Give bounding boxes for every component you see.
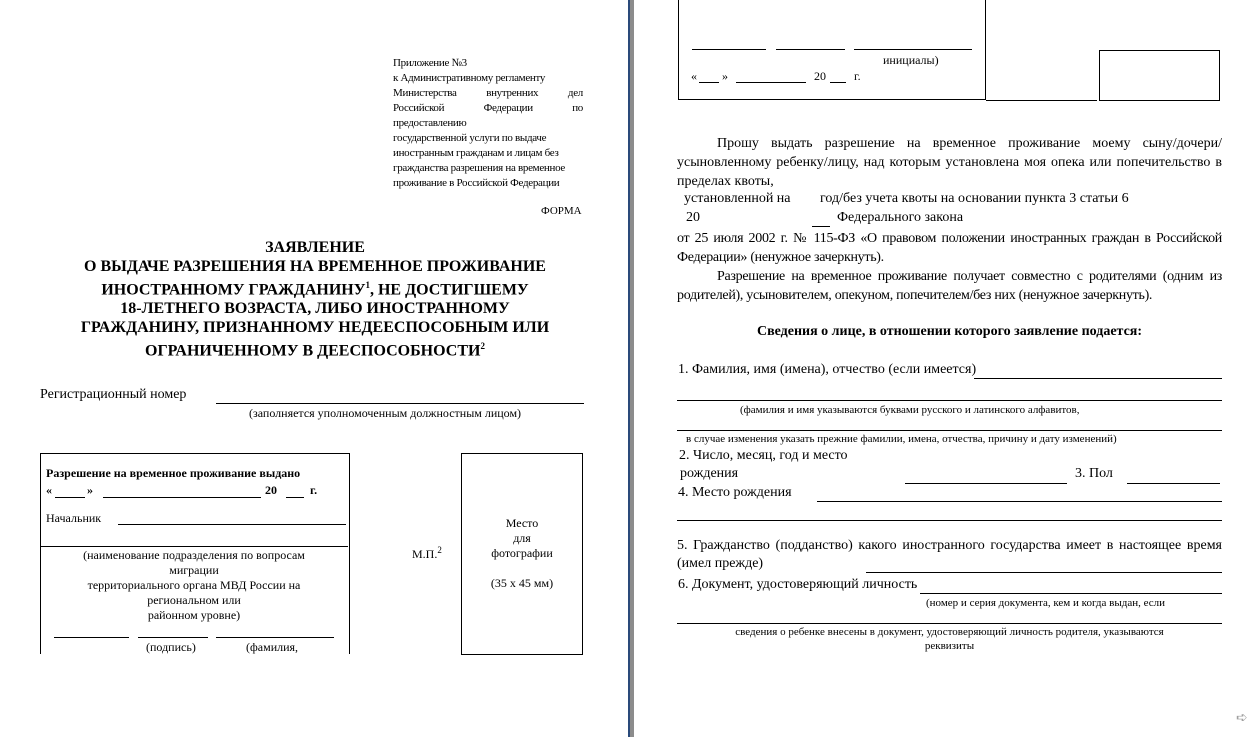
quota-year-prefix: 20 — [686, 210, 700, 225]
photo-line: фотографии — [491, 546, 553, 560]
request-paragraph — [677, 134, 1222, 191]
quota-law-label: Федерального закона — [837, 210, 964, 225]
title-line: 18-ЛЕТНЕГО ВОЗРАСТА, ЛИБО ИНОСТРАННОМУ — [120, 300, 510, 318]
sex-field[interactable] — [1127, 483, 1220, 484]
forma-label: ФОРМА — [541, 205, 582, 217]
surname-note: (фамилия, — [246, 640, 299, 654]
name-field-3[interactable] — [677, 430, 1222, 431]
field-6-note-3: реквизиты — [924, 640, 975, 652]
footnote-mark: 2 — [437, 545, 442, 555]
dept-note-line: (наименование подразделения по вопросам — [83, 548, 305, 562]
dept-note-line: региональном или — [147, 593, 241, 607]
law-reference — [677, 229, 1222, 267]
birthplace-field[interactable] — [817, 501, 1222, 502]
law-text: от 25 июля 2002 г. № 115-ФЗ «О правовом положении иностранных граждан в Российской Федерации» (ненужное зачеркнуть). — [677, 231, 1222, 265]
dept-note — [40, 548, 348, 623]
birth-date-field[interactable] — [905, 483, 1067, 484]
stamp-label: М.П. — [412, 547, 438, 561]
field-2-label: 2. Число, месяц, год и место — [679, 448, 848, 463]
dept-note-line: миграции — [169, 563, 219, 577]
footnote-mark: 1 — [365, 280, 370, 290]
photo-size: (35 х 45 мм) — [490, 576, 554, 590]
permit-year-prefix: 20 — [265, 483, 277, 497]
top-year-suffix: г. — [854, 69, 861, 83]
dept-note-line: территориального органа МВД России на — [87, 578, 301, 592]
field-3-label: 3. Пол — [1075, 466, 1113, 481]
appendix-line: к Административному регламенту — [393, 72, 546, 84]
cohabit-text: Разрешение на временное проживание получает совместно с родителями (одним из родителей), усыновителем, опекуном, попечителем/без них (ненужное зачеркнуть). — [677, 269, 1222, 303]
appendix-line: гражданства разрешения на временное — [393, 162, 566, 174]
top-year-field[interactable] — [830, 82, 846, 83]
surname-field[interactable] — [216, 637, 334, 638]
field-4-label: 4. Место рождения — [678, 485, 792, 500]
appendix-line: государственной услуги по выдаче — [393, 132, 547, 144]
appendix-block — [393, 56, 583, 191]
reg-number-note: (заполняется уполномоченным должностным лицом) — [249, 406, 522, 420]
stamp-place — [412, 545, 442, 562]
top-month-field[interactable] — [736, 82, 806, 83]
permit-day-field[interactable] — [55, 497, 85, 498]
top-date-close: » — [722, 69, 728, 83]
name-field-2[interactable] — [677, 400, 1222, 401]
title-line: ГРАЖДАНИНУ, ПРИЗНАННОМУ НЕДЕЕСПОСОБНЫМ ИЛИ — [80, 319, 550, 337]
birthplace-field-2[interactable] — [677, 520, 1222, 521]
next-page-arrow-icon[interactable]: ➪ — [1236, 711, 1248, 726]
top-day-field[interactable] — [699, 82, 719, 83]
reg-number-field[interactable] — [216, 403, 584, 404]
permit-date-open: « — [46, 483, 52, 497]
field-1-label: 1. Фамилия, имя (имена), отчество (если имеется) — [678, 362, 977, 377]
field-2-label-2: рождения — [680, 466, 739, 481]
photo-line: для — [513, 531, 531, 545]
permit-year-suffix: г. — [310, 483, 318, 497]
title-text: , НЕ ДОСТИГШЕМУ — [369, 281, 529, 299]
quota-year-field[interactable] — [812, 226, 830, 227]
top-field-1[interactable] — [692, 49, 766, 50]
quota-line-1: установленной на — [684, 191, 791, 206]
chief-label: Начальник — [46, 511, 102, 525]
permit-year-field[interactable] — [286, 497, 304, 498]
footnote-mark: 2 — [480, 341, 485, 352]
signature-note: (подпись) — [146, 640, 196, 654]
top-box — [678, 0, 986, 100]
title-line: О ВЫДАЧЕ РАЗРЕШЕНИЯ НА ВРЕМЕННОЕ ПРОЖИВАНИЕ — [84, 258, 546, 275]
appendix-line: Министерства внутренних дел — [393, 87, 583, 99]
field-1-note: (фамилия и имя указываются буквами русского и латинского алфавитов, — [740, 404, 1080, 416]
signature-field-2[interactable] — [138, 637, 208, 638]
field-6-note-2: сведения о ребенке внесены в документ, удостоверяющий личность родителя, указываются — [735, 626, 1164, 638]
chief-field[interactable] — [118, 524, 346, 525]
top-box-middle — [986, 50, 1097, 101]
title-line: ЗАЯВЛЕНИЕ — [265, 239, 365, 256]
appendix-line: проживание в Российской Федерации — [393, 177, 560, 189]
field-1-note-2: в случае изменения указать прежние фамилии, имена, отчества, причину и дату изменений) — [686, 433, 1117, 445]
title-line — [20, 337, 610, 360]
document-title — [20, 238, 610, 361]
permit-date-close: » — [87, 483, 93, 497]
field-6-note: (номер и серия документа, кем и когда выдан, если — [926, 597, 1166, 609]
top-year: 20 — [814, 69, 826, 83]
document-page-left — [0, 0, 628, 737]
appendix-line: иностранным гражданам и лицам без — [393, 147, 559, 159]
chief-field-2[interactable] — [40, 546, 348, 547]
document-field[interactable] — [920, 593, 1222, 594]
cohabit-paragraph — [677, 267, 1222, 305]
dept-note-line: районном уровне) — [147, 608, 241, 622]
initials-note: инициалы) — [883, 53, 939, 67]
citizenship-field[interactable] — [866, 572, 1222, 573]
appendix-line: Российской Федерации по — [393, 102, 583, 114]
quota-line-1b: год/без учета квоты на основании пункта 3 статьи 6 — [820, 191, 1129, 206]
section-title: Сведения о лице, в отношении которого заявление подается: — [756, 324, 1143, 339]
top-field-3[interactable] — [854, 49, 972, 50]
title-text: ОГРАНИЧЕННОМУ В ДЕЕСПОСОБНОСТИ — [145, 342, 481, 360]
permit-month-field[interactable] — [103, 497, 261, 498]
photo-label — [461, 516, 583, 591]
permit-heading: Разрешение на временное проживание выдано — [46, 466, 301, 480]
title-line — [20, 276, 610, 299]
document-page-right — [634, 0, 1258, 737]
photo-line: Место — [505, 516, 539, 530]
top-date-open: « — [691, 69, 697, 83]
reg-number-label: Регистрационный номер — [40, 387, 187, 402]
appendix-line: предоставлению — [393, 117, 467, 129]
top-box-right — [1099, 50, 1220, 101]
signature-field[interactable] — [54, 637, 129, 638]
field-5-label — [677, 537, 1222, 573]
top-field-2[interactable] — [776, 49, 845, 50]
appendix-line: Приложение №3 — [393, 57, 467, 69]
name-field[interactable] — [974, 378, 1222, 379]
field-6-label: 6. Документ, удостоверяющий личность — [678, 577, 918, 592]
title-text: ИНОСТРАННОМУ ГРАЖДАНИНУ — [101, 281, 366, 299]
document-field-2[interactable] — [677, 623, 1222, 624]
request-text: Прошу выдать разрешение на временное проживание моему сыну/дочери/усыновленному ребенку/лицу, над которым установлена моя опека или попечительство в пределах квоты, — [677, 136, 1222, 189]
citizenship-text: 5. Гражданство (подданство) какого иностранного государства имеет в настоящее время (имел прежде) — [677, 538, 1222, 571]
